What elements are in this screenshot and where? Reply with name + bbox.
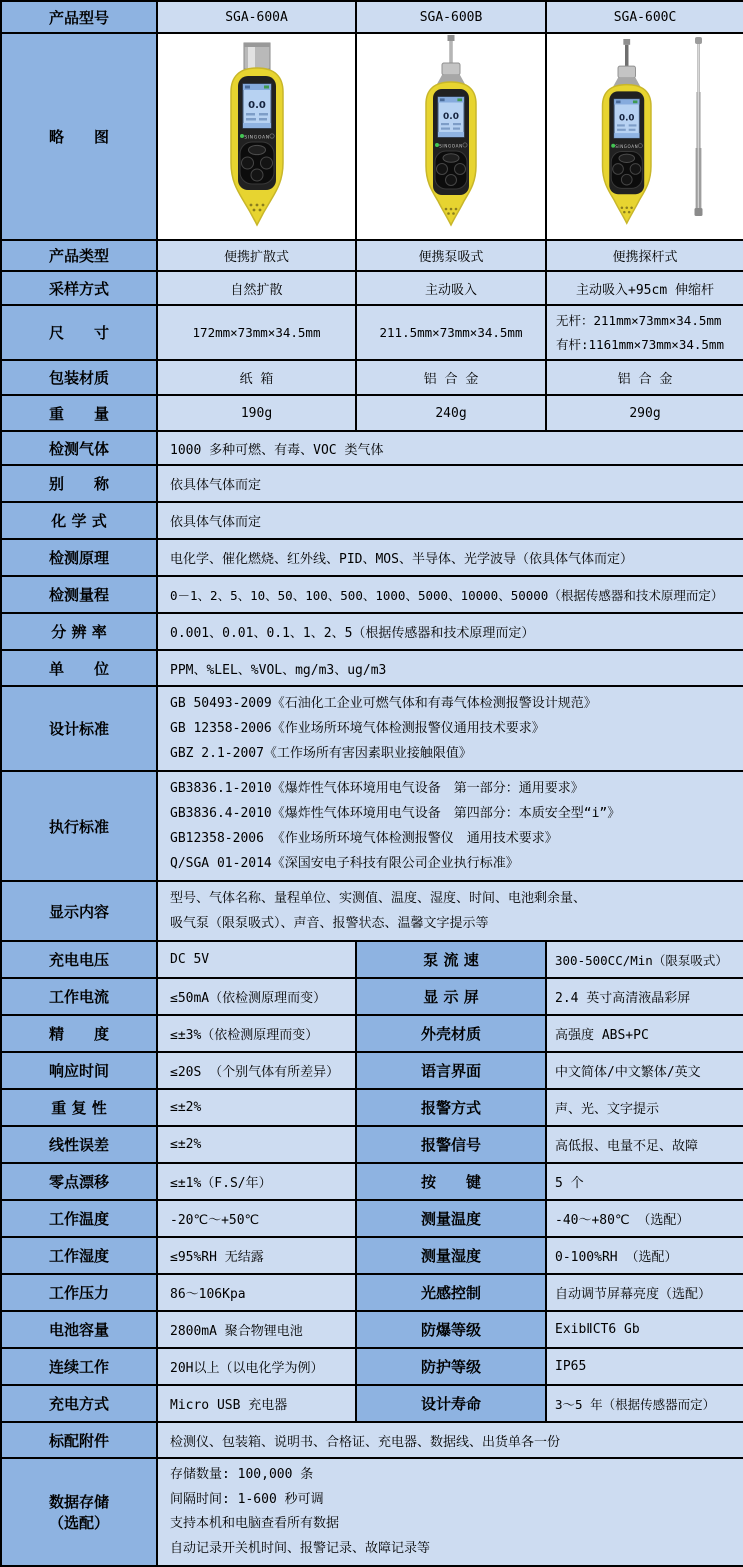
row-detection-range: [1, 576, 743, 613]
row-label-sampling-method: 采样方式: [1, 271, 157, 305]
product-type-c: 便携探杆式: [546, 240, 743, 271]
row-sketch: [1, 33, 743, 240]
row-label-product-model: 产品型号: [1, 1, 157, 33]
row-label-packaging: 包装材质: [1, 360, 157, 395]
repeatability-value: ≤±2%: [157, 1089, 356, 1126]
data-storage-line: 自动记录开关机时间、报警记录、故障记录等: [170, 1540, 431, 1556]
alarm-signal-value: 高低报、电量不足、故障: [546, 1126, 743, 1163]
response-time-value: ≤20S （个别气体有所差异）: [157, 1052, 356, 1089]
data-storage-line: 间隔时间: 1-600 秒可调: [170, 1491, 324, 1507]
working-humidity-value: ≤95%RH 无结露: [157, 1237, 356, 1274]
executive-standards-value: [157, 771, 743, 881]
model-name-c: SGA-600C: [546, 1, 743, 33]
row-label-language: 语言界面: [356, 1052, 546, 1089]
data-storage-label-line2: （选配）: [48, 1514, 109, 1532]
row-zero-drift-buttons: [1, 1163, 743, 1200]
weight-c: 290g: [546, 395, 743, 431]
row-label-alarm-mode: 报警方式: [356, 1089, 546, 1126]
sampling-b: 主动吸入: [356, 271, 546, 305]
buttons-value: 5 个: [546, 1163, 743, 1200]
row-label-continuous-work: 连续工作: [1, 1348, 157, 1385]
housing-material-value: 高强度 ABS+PC: [546, 1015, 743, 1052]
row-linearity-error-alarm-signal: [1, 1126, 743, 1163]
row-label-battery-capacity: 电池容量: [1, 1311, 157, 1348]
data-storage-line: 支持本机和电脑查看所有数据: [170, 1516, 340, 1531]
dimensions-c: [546, 305, 743, 360]
protection-rating-value: IP65: [546, 1348, 743, 1385]
packaging-c: 铝 合 金: [546, 360, 743, 395]
row-executive-standards: [1, 771, 743, 881]
device-illustration-sga-600a: [182, 35, 332, 235]
row-detection-principle: [1, 539, 743, 576]
charging-method-value: Micro USB 充电器: [157, 1385, 356, 1422]
alias-value: 依具体气体而定: [157, 465, 743, 502]
dimensions-c-without-rod: 无杆：211mm×73mm×34.5mm: [556, 312, 722, 328]
measuring-humidity-value: 0-100%RH （选配）: [546, 1237, 743, 1274]
charging-voltage-value: DC 5V: [157, 941, 356, 978]
row-label-unit: 单 位: [1, 650, 157, 686]
standard-accessories-value: 检测仪、包装箱、说明书、合格证、充电器、数据线、出货单各一份: [157, 1422, 743, 1458]
row-label-design-life: 设计寿命: [356, 1385, 546, 1422]
row-product-model: [1, 1, 743, 33]
detected-gas-value: 1000 多种可燃、有毒、VOC 类气体: [157, 431, 743, 465]
executive-standard-line: GB3836.4-2010《爆炸性气体环境用电气设备 第四部分：本质安全型“i”》: [170, 806, 621, 821]
continuous-work-value: 20H以上（以电化学为例）: [157, 1348, 356, 1385]
display-content-line: 型号、气体名称、量程单位、实测值、温度、湿度、时间、电池剩余量、: [170, 891, 587, 906]
row-detected-gas: [1, 431, 743, 465]
dimensions-c-with-rod: 有杆:1161mm×73mm×34.5mm: [556, 336, 724, 352]
row-label-detected-gas: 检测气体: [1, 431, 157, 465]
pump-flow-value: 300-500CC/Min（限泵吸式）: [546, 941, 743, 978]
telescopic-probe-rod: [695, 37, 703, 216]
row-label-housing-material: 外壳材质: [356, 1015, 546, 1052]
alarm-mode-value: 声、光、文字提示: [546, 1089, 743, 1126]
row-label-charging-method: 充电方式: [1, 1385, 157, 1422]
data-storage-label-line1: 数据存储: [48, 1493, 109, 1511]
row-label-measuring-temp: 测量温度: [356, 1200, 546, 1237]
row-chemical-formula: [1, 502, 743, 539]
row-unit: [1, 650, 743, 686]
dimensions-a: 172mm×73mm×34.5mm: [157, 305, 356, 360]
row-label-sketch: 略 图: [1, 33, 157, 240]
row-label-resolution: 分 辨 率: [1, 613, 157, 650]
row-label-charging-voltage: 充电电压: [1, 941, 157, 978]
packaging-a: 纸 箱: [157, 360, 356, 395]
row-label-pump-flow: 泵 流 速: [356, 941, 546, 978]
row-response-time-language: [1, 1052, 743, 1089]
device-screen-reading: 0.0: [247, 99, 266, 111]
design-standard-line: GB 50493-2009《石油化工企业可燃气体和有毒气体检测报警设计规范》: [170, 696, 597, 711]
row-label-product-type: 产品类型: [1, 240, 157, 271]
row-standard-accessories: [1, 1422, 743, 1458]
sampling-a: 自然扩散: [157, 271, 356, 305]
display-screen-value: 2.4 英寸高清液晶彩屏: [546, 978, 743, 1015]
row-data-storage: [1, 1458, 743, 1566]
row-working-humidity-measuring-humidity: [1, 1237, 743, 1274]
row-label-dimensions: 尺 寸: [1, 305, 157, 360]
row-label-detection-range: 检测量程: [1, 576, 157, 613]
linearity-error-value: ≤±2%: [157, 1126, 356, 1163]
row-label-alias: 别 称: [1, 465, 157, 502]
model-name-a: SGA-600A: [157, 1, 356, 33]
row-accuracy-housing-material: [1, 1015, 743, 1052]
device-brand: SINGOAN: [615, 143, 639, 149]
row-resolution: [1, 613, 743, 650]
row-label-alarm-signal: 报警信号: [356, 1126, 546, 1163]
language-value: 中文简体/中文繁体/英文: [546, 1052, 743, 1089]
model-name-b: SGA-600B: [356, 1, 546, 33]
row-label-repeatability: 重 复 性: [1, 1089, 157, 1126]
row-battery-capacity-explosion-proof: [1, 1311, 743, 1348]
row-label-measuring-humidity: 测量湿度: [356, 1237, 546, 1274]
detection-range-value: 0－1、2、5、10、50、100、500、1000、5000、10000、50000（根据传感器和技术原理而定）: [157, 576, 743, 613]
row-label-display-content: 显示内容: [1, 881, 157, 941]
row-label-design-standards: 设计标准: [1, 686, 157, 771]
display-content-line: 吸气泵（限泵吸式）、声音、报警状态、温馨文字提示等: [170, 916, 489, 931]
sampling-c: 主动吸入+95cm 伸缩杆: [546, 271, 743, 305]
design-standard-line: GB 12358-2006《作业场所环境气体检测报警仪通用技术要求》: [170, 721, 545, 736]
resolution-value: 0.001、0.01、0.1、1、2、5（根据传感器和技术原理而定）: [157, 613, 743, 650]
data-storage-value: [157, 1458, 743, 1566]
row-label-explosion-proof: 防爆等级: [356, 1311, 546, 1348]
row-repeatability-alarm-mode: [1, 1089, 743, 1126]
detection-principle-value: 电化学、催化燃烧、红外线、PID、MOS、半导体、光学波导（依具体气体而定）: [157, 539, 743, 576]
display-content-value: [157, 881, 743, 941]
executive-standard-line: GB12358-2006 《作业场所环境气体检测报警仪 通用技术要求》: [170, 831, 558, 846]
row-label-linearity-error: 线性误差: [1, 1126, 157, 1163]
chemical-formula-value: 依具体气体而定: [157, 502, 743, 539]
design-standards-value: [157, 686, 743, 771]
row-charging-method-design-life: [1, 1385, 743, 1422]
row-label-data-storage: [1, 1458, 157, 1566]
row-label-response-time: 响应时间: [1, 1052, 157, 1089]
device-screen-reading: 0.0: [619, 112, 635, 123]
row-label-weight: 重 量: [1, 395, 157, 431]
executive-standard-line: GB3836.1-2010《爆炸性气体环境用电气设备 第一部分：通用要求》: [170, 781, 584, 796]
working-temp-value: -20℃～+50℃: [157, 1200, 356, 1237]
row-sampling-method: [1, 271, 743, 305]
row-packaging-material: [1, 360, 743, 395]
product-type-b: 便携泵吸式: [356, 240, 546, 271]
row-label-working-pressure: 工作压力: [1, 1274, 157, 1311]
row-product-type: [1, 240, 743, 271]
weight-a: 190g: [157, 395, 356, 431]
row-label-display-screen: 显 示 屏: [356, 978, 546, 1015]
accuracy-value: ≤±3%（依检测原理而变）: [157, 1015, 356, 1052]
executive-standard-line: Q/SGA 01-2014《深国安电子科技有限公司企业执行标准》: [170, 856, 519, 871]
device-illustration-sga-600b: [376, 35, 526, 235]
row-alias: [1, 465, 743, 502]
row-working-current-display-screen: [1, 978, 743, 1015]
device-screen-reading: 0.0: [443, 111, 459, 122]
row-dimensions: [1, 305, 743, 360]
row-label-zero-drift: 零点漂移: [1, 1163, 157, 1200]
working-pressure-value: 86～106Kpa: [157, 1274, 356, 1311]
row-weight: [1, 395, 743, 431]
row-label-buttons: 按 键: [356, 1163, 546, 1200]
device-illustration-sga-600c: [570, 35, 720, 235]
measuring-temp-value: -40～+80℃ （选配）: [546, 1200, 743, 1237]
product-photo-sga-600b: [356, 33, 546, 240]
row-display-content: [1, 881, 743, 941]
data-storage-line: 存储数量: 100,000 条: [170, 1467, 314, 1482]
device-brand: SINGOAN: [243, 135, 270, 140]
row-working-temp-measuring-temp: [1, 1200, 743, 1237]
working-current-value: ≤50mA（依检测原理而变）: [157, 978, 356, 1015]
battery-capacity-value: 2800mA 聚合物锂电池: [157, 1311, 356, 1348]
light-control-value: 自动调节屏幕亮度（选配）: [546, 1274, 743, 1311]
product-photo-sga-600a: [157, 33, 356, 240]
design-life-value: 3～5 年（根据传感器而定）: [546, 1385, 743, 1422]
unit-value: PPM、%LEL、%VOL、mg/m3、ug/m3: [157, 650, 743, 686]
row-continuous-work-protection-rating: [1, 1348, 743, 1385]
row-label-working-temp: 工作温度: [1, 1200, 157, 1237]
row-label-accuracy: 精 度: [1, 1015, 157, 1052]
row-label-executive-standards: 执行标准: [1, 771, 157, 881]
row-design-standards: [1, 686, 743, 771]
row-label-chemical-formula: 化 学 式: [1, 502, 157, 539]
product-photo-sga-600c: [546, 33, 743, 240]
row-label-protection-rating: 防护等级: [356, 1348, 546, 1385]
row-label-standard-accessories: 标配附件: [1, 1422, 157, 1458]
packaging-b: 铝 合 金: [356, 360, 546, 395]
dimensions-b: 211.5mm×73mm×34.5mm: [356, 305, 546, 360]
device-brand: SINGOAN: [439, 142, 463, 148]
row-label-detection-principle: 检测原理: [1, 539, 157, 576]
product-type-a: 便携扩散式: [157, 240, 356, 271]
weight-b: 240g: [356, 395, 546, 431]
row-label-working-current: 工作电流: [1, 978, 157, 1015]
row-label-working-humidity: 工作湿度: [1, 1237, 157, 1274]
row-working-pressure-light-control: [1, 1274, 743, 1311]
row-label-light-control: 光感控制: [356, 1274, 546, 1311]
row-charging-voltage-pump-flow: [1, 941, 743, 978]
design-standard-line: GBZ 2.1-2007《工作场所有害因素职业接触限值》: [170, 746, 472, 761]
explosion-proof-value: ExibⅡCT6 Gb: [546, 1311, 743, 1348]
zero-drift-value: ≤±1%（F.S/年）: [157, 1163, 356, 1200]
